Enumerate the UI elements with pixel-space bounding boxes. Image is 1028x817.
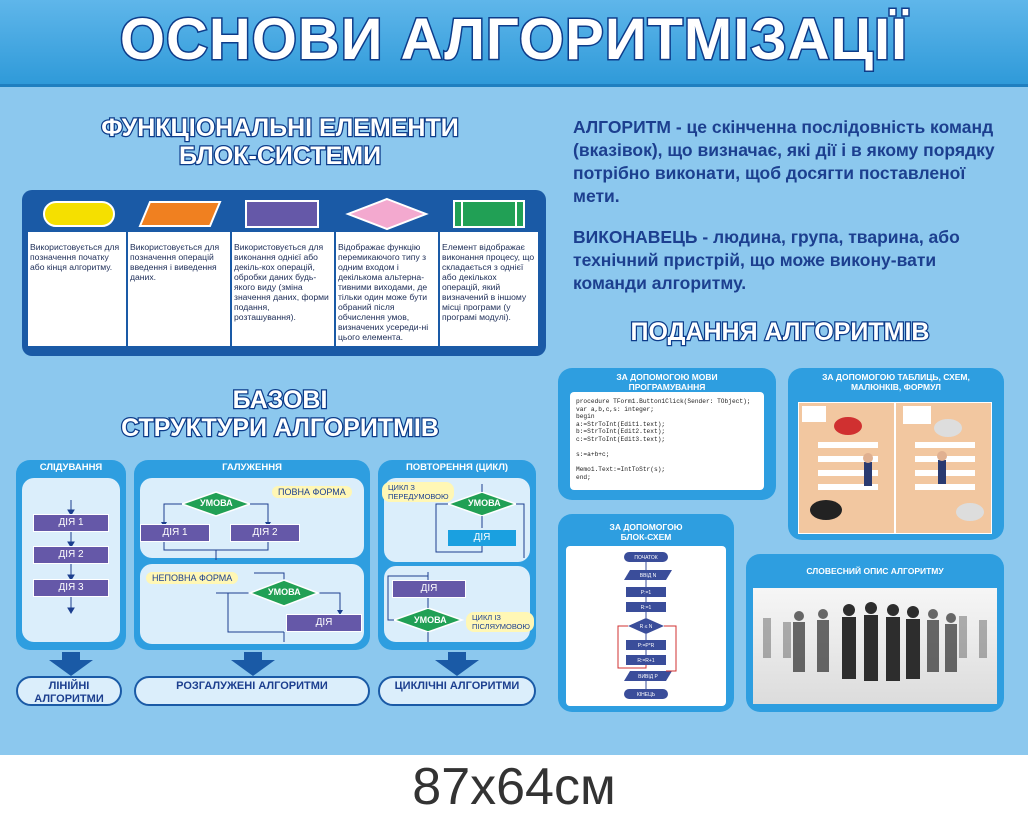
sequence-step-3: ДІЯ 3: [33, 579, 109, 597]
terminator-shape: [28, 196, 126, 232]
tables-panel-title: ЗА ДОПОМОГОЮ ТАБЛИЦЬ, СХЕМ, МАЛЮНКІВ, ФОРМУЛ: [822, 372, 970, 392]
branching-panel: [134, 460, 370, 650]
branch-partial-condition: УМОВА: [268, 587, 301, 597]
algorithm-definition: АЛГОРИТМ - це скінченна послідовність команд (вказівок), що визначає, які дії і в якому порядку потрібно виконати, щоб досягти поставленої мети.: [573, 117, 995, 206]
language-panel: [558, 368, 776, 500]
linear-algorithms-label: ЛІНІЙНІ АЛГОРИТМИ: [16, 676, 122, 706]
sequence-result-arrow: [49, 660, 93, 676]
representation-heading: ПОДАННЯ АЛГОРИТМІВ: [630, 318, 930, 346]
loop-result-arrow-stem: [448, 652, 466, 660]
fc-cond: R ≤ N: [639, 624, 653, 630]
loop-pre-condition: УМОВА: [468, 498, 501, 508]
verbal-panel: [746, 554, 1004, 712]
branching-result-arrow: [231, 660, 275, 676]
verbal-panel-title: СЛОВЕСНИЙ ОПИС АЛГОРИТМУ: [806, 566, 944, 576]
language-panel-title: ЗА ДОПОМОГОЮ МОВИ ПРОГРАМУВАННЯ: [616, 372, 718, 392]
loop-title: ПОВТОРЕННЯ (ЦИКЛ): [405, 462, 509, 473]
branch-full-condition: УМОВА: [200, 498, 233, 508]
functional-heading-line2: БЛОК-СИСТЕМИ: [178, 142, 382, 170]
fc-end: КІНЕЦЬ: [636, 692, 656, 698]
post-condition-label: ЦИКЛ ІЗ ПІСЛЯУМОВОЮ: [466, 612, 534, 632]
process-shape: [232, 196, 334, 232]
branching-algorithms-label: РОЗГАЛУЖЕНІ АЛГОРИТМИ: [134, 676, 370, 706]
flowchart-panel: [558, 514, 734, 712]
branching-title: ГАЛУЖЕННЯ: [222, 462, 282, 473]
base-structures-heading: [40, 386, 520, 442]
decision-shape: [336, 196, 438, 232]
functional-heading-line1: ФУНКЦІОНАЛЬНІ ЕЛЕМЕНТИ: [101, 114, 459, 142]
subprocess-shape: [440, 196, 538, 232]
loop-result-arrow: [435, 660, 479, 676]
element-parallelogram-text: Використовується для позначення операцій введення і виведення даних.: [130, 242, 220, 282]
fc-r: R:=1: [640, 605, 652, 611]
tables-panel: [788, 368, 1004, 540]
fc-start: ПОЧАТОК: [634, 555, 658, 561]
fc-inc: R:=R+1: [637, 658, 655, 664]
element-subprocess: [440, 196, 538, 346]
element-oval: [28, 196, 126, 346]
fc-input: ВВІД N: [639, 573, 657, 579]
people-photo: [753, 588, 997, 704]
sequence-result-arrow-stem: [62, 652, 80, 660]
element-rectangle-text: Використовується для виконання однієї або декіль-кох операцій, обробки даних будь-якого виду (зміна значення даних, форми подання, розташування).: [234, 242, 329, 322]
fc-mult: P:=P*R: [637, 643, 655, 649]
branch-action-1: ДІЯ 1: [140, 524, 210, 542]
element-diamond: [336, 196, 438, 346]
executor-definition: ВИКОНАВЕЦЬ - людина, група, тварина, або технічний пристрій, що може викону-вати команди алгоритму.: [573, 227, 960, 293]
sequence-panel: [16, 460, 126, 650]
functional-heading: [40, 114, 520, 170]
partial-form-label: НЕПОВНА ФОРМА: [146, 572, 238, 584]
element-diamond-text: Відображає функцію перемикаючого типу з одним входом і декількома альтерна-тивними виходами, де тільки один може бути обраний після обчислення умов, визначених усереди-ні цього елемента.: [338, 242, 429, 342]
loop-post-condition: УМОВА: [414, 615, 447, 625]
pre-condition-label: ЦИКЛ З ПЕРЕДУМОВОЮ: [382, 482, 454, 502]
base-heading-line1: БАЗОВІ: [232, 386, 328, 414]
fc-p: P:=1: [640, 590, 652, 596]
cyclic-algorithms-label: ЦИКЛІЧНІ АЛГОРИТМИ: [378, 676, 536, 706]
element-oval-text: Використовується для позначення початку або кінця алгоритму.: [30, 242, 120, 272]
sequence-title: СЛІДУВАННЯ: [39, 462, 103, 473]
sequence-step-2: ДІЯ 2: [33, 546, 109, 564]
branch-action-2: ДІЯ 2: [230, 524, 300, 542]
branching-result-arrow-stem: [244, 652, 262, 660]
code-sample: procedure TForm1.Button1Click(Sender: TObject); var a,b,c,s: integer; begin a:=StrToInt(Edit1.text); b:=StrToInt(Edit2.text); c:=StrToInt(Edit3.text); s:=a+b+c; Memo1.Text:=IntToStr(s); end;: [570, 392, 764, 490]
size-label: 87х64см: [412, 758, 616, 816]
traffic-illustration: [798, 402, 992, 534]
sequence-step-1: ДІЯ 1: [33, 514, 109, 532]
loop-pre-action: ДІЯ: [448, 530, 516, 546]
element-rectangle: [232, 196, 334, 346]
branch-action: ДІЯ: [286, 614, 362, 632]
full-form-label: ПОВНА ФОРМА: [272, 486, 352, 498]
fc-output: ВИВІД P: [638, 674, 658, 680]
io-shape: [128, 196, 230, 232]
mini-flowchart: [558, 514, 734, 712]
element-subprocess-text: Елемент відображає виконання процесу, що складається з однієї або декількох операцій, який визначений в іншому місці програми (у програмі модулі).: [442, 242, 535, 322]
loop-post-action: ДІЯ: [392, 580, 466, 598]
element-parallelogram: [128, 196, 230, 346]
base-heading-line2: СТРУКТУРИ АЛГОРИТМІВ: [121, 414, 439, 442]
flowchart-panel-title: ЗА ДОПОМОГОЮ БЛОК-СХЕМ: [609, 522, 683, 542]
loop-panel: [378, 460, 536, 650]
poster-title: ОСНОВИ АЛГОРИТМІЗАЦІЇ: [119, 7, 909, 72]
flowchart-elements-table: [22, 190, 546, 356]
